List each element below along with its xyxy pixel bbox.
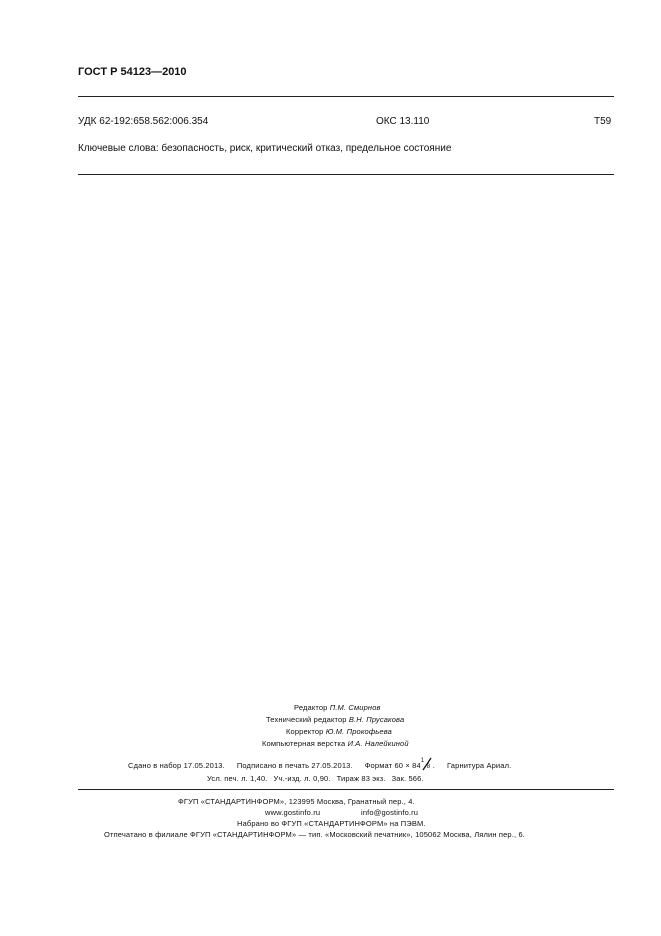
footer-divider [78, 789, 614, 790]
keywords-divider [78, 174, 614, 175]
credit-tech-editor-name: В.Н. Прусакова [348, 715, 405, 724]
oks-code: ОКС 13.110 [376, 116, 430, 127]
publishing-line-1 [128, 760, 511, 770]
footer-website[interactable]: www.gostinfo.ru [265, 808, 321, 817]
header-divider [78, 96, 614, 97]
footer-printed: Отпечатано в филиале ФГУП «СТАНДАРТИНФОРМ» — тип. «Московский печатник», 105062 Москва, Лялин пер., 6. [104, 830, 526, 839]
publishing-line-2 [207, 774, 424, 783]
format-fraction: 1 8 [420, 758, 431, 770]
document-title: ГОСТ Р 54123—2010 [78, 66, 187, 78]
udk-code: УДК 62-192:658.562:006.354 [78, 116, 209, 127]
credit-editor [294, 703, 381, 712]
credit-editor-name: П.М. Смирнов [329, 703, 381, 712]
typeface-info: Гарнитура Ариал. [447, 761, 512, 770]
print-run: Тираж 83 экз. [336, 774, 386, 783]
order-number: Зак. 566. [391, 774, 424, 783]
format-info: Формат 60 × 84 1 8 . [364, 758, 436, 770]
credit-corrector-label: Корректор [286, 727, 324, 736]
footer-typeset: Набрано во ФГУП «СТАНДАРТИНФОРМ» на ПЭВМ. [237, 819, 426, 828]
credit-tech-editor-label: Технический редактор [266, 715, 347, 724]
print-sheets: Усл. печ. л. 1,40. [207, 774, 268, 783]
category-code: Т59 [594, 116, 612, 127]
credit-layout-label: Компьютерная верстка [262, 739, 346, 748]
credit-corrector-name: Ю.М. Прокофьева [325, 727, 392, 736]
credit-editor-label: Редактор [294, 703, 328, 712]
footer-address: ФГУП «СТАНДАРТИНФОРМ», 123995 Москва, Гранатный пер., 4. [178, 797, 415, 806]
credit-layout-name: И.А. Налейкиной [347, 739, 409, 748]
footer-email[interactable]: info@gostinfo.ru [361, 808, 419, 817]
submitted-date: Сдано в набор 17.05.2013. [128, 761, 225, 770]
keywords-line: Ключевые слова: безопасность, риск, критический отказ, предельное состояние [78, 143, 452, 154]
publisher-sheets: Уч.-изд. л. 0,90. [273, 774, 331, 783]
credit-layout [262, 739, 409, 748]
credit-corrector [286, 727, 392, 736]
signed-date: Подписано в печать 27.05.2013. [236, 761, 353, 770]
credit-tech-editor [266, 715, 404, 724]
